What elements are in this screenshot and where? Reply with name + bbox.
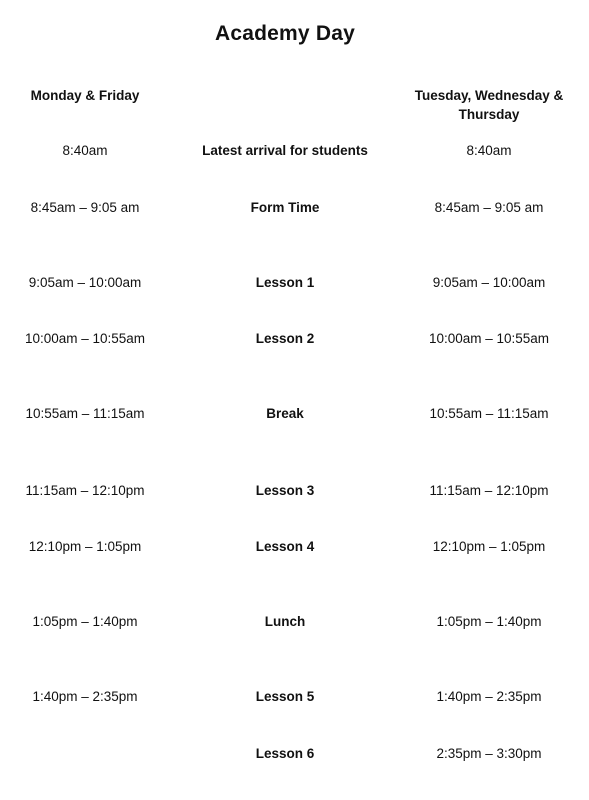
table-row [0, 746, 589, 766]
time-monday-friday: 12:10pm – 1:05pm [28, 539, 142, 554]
table-row [0, 143, 589, 163]
time-monday-friday: 10:55am – 11:15am [25, 406, 145, 421]
time-monday-friday: 11:15am – 12:10pm [25, 483, 145, 498]
time-monday-friday: 10:00am – 10:55am [24, 331, 146, 346]
time-tue-wed-thu: 1:40pm – 2:35pm [436, 689, 542, 704]
time-tue-wed-thu: 10:00am – 10:55am [428, 331, 550, 346]
table-row [0, 200, 589, 220]
table-row [0, 689, 589, 709]
time-tue-wed-thu: 9:05am – 10:00am [432, 275, 546, 290]
time-monday-friday: 9:05am – 10:00am [28, 275, 142, 290]
time-tue-wed-thu: 10:55am – 11:15am [429, 406, 549, 421]
time-monday-friday: 1:05pm – 1:40pm [32, 614, 138, 629]
time-tue-wed-thu: 11:15am – 12:10pm [429, 483, 549, 498]
period-label: Latest arrival for students [202, 143, 368, 158]
table-row [0, 331, 589, 351]
time-tue-wed-thu: 1:05pm – 1:40pm [436, 614, 542, 629]
table-row [0, 406, 589, 426]
time-tue-wed-thu: 8:45am – 9:05 am [434, 200, 544, 215]
period-label: Lesson 5 [255, 689, 315, 704]
time-tue-wed-thu: 12:10pm – 1:05pm [432, 539, 546, 554]
period-label: Lesson 4 [255, 539, 315, 554]
time-monday-friday: 8:40am [62, 143, 108, 158]
table-row [0, 483, 589, 503]
time-monday-friday: 1:40pm – 2:35pm [32, 689, 138, 704]
period-label: Form Time [250, 200, 320, 215]
column-header-tue-wed-thu: Tuesday, Wednesday & Thursday [414, 88, 564, 122]
period-label: Lesson 2 [255, 331, 315, 346]
time-tue-wed-thu: 2:35pm – 3:30pm [436, 746, 542, 761]
period-label: Lesson 1 [255, 275, 315, 290]
table-row [0, 614, 589, 634]
time-monday-friday: 8:45am – 9:05 am [30, 200, 140, 215]
period-label: Lesson 3 [255, 483, 315, 498]
column-header-monday-friday: Monday & Friday [30, 88, 140, 103]
period-label: Break [266, 406, 304, 421]
page-title: Academy Day [215, 22, 355, 45]
period-label: Lesson 6 [255, 746, 315, 761]
period-label: Lunch [264, 614, 306, 629]
time-tue-wed-thu: 8:40am [466, 143, 512, 158]
table-row [0, 539, 589, 559]
table-row [0, 275, 589, 295]
